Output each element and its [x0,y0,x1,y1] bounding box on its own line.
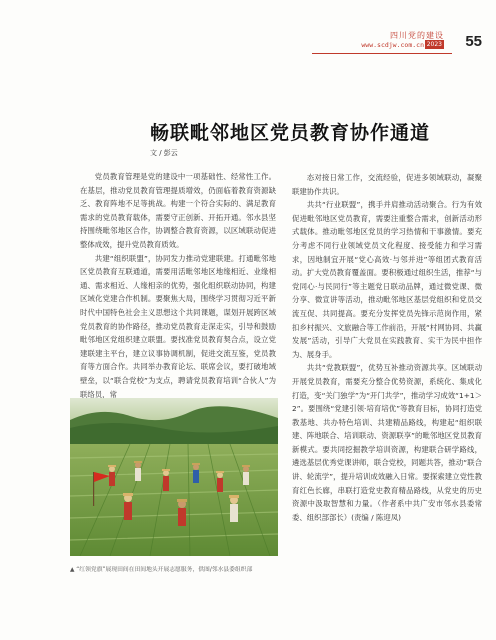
article-title: 畅联毗邻地区党员教育协作通道 [150,122,431,144]
header-rule [312,53,452,54]
photo-caption: ▲ “红领党旗”展现田间在田间地头开展志愿服务，供图/邻水县委组织部 [70,567,253,573]
article-paragraph: 党员教育管理是党的建设中一项基础性、经常性工作。在基层，推动党员教育管理提质增效，仍面临着教育资源缺乏、教育阵地不足等挑战。构建一个符合实际的、满足教育需求的党员教育载体，需要守正创新、开拓开通。邻水县坚持围绕毗邻地区合作，协调整合教育资源，以区域联动促进整体成效，提升党员教育质效。 [80,172,276,249]
article-paragraph: 共建“组织联盟”，协同发力推动党建联建。打通毗邻地区党员教育互联通道，需要用活毗邻地区地缘相近、业缘相通、需求相近、人缘相亲的优势，强化组织联动协同，构建区域化党建合作机制。要聚焦大局，围绕学习贯彻习近平新时代中国特色社会主义思想这个共同课题，谋划开展跨区域党员教育的协作路径，推动党员教育走深走实，引导和鼓励毗邻地区党组织建立联盟。要找准党员教育契合点，设立党建联建主平台，建立议事协调机制，促进交流互鉴，党员教育等方面合作。共同举办教育论坛、联席会议，要打破地域壁垒，以“联合党校”为支点，聘请党员教育培训“合伙人”为联络员，常 [80,253,276,399]
right-column [292,171,482,524]
magazine-name: 四川党的建设 [390,31,444,40]
issue-year: 2023 [426,41,442,48]
page-header [312,30,482,54]
magazine-url[interactable]: www.scdjw.com.cn [361,41,424,49]
article-paragraph: 共共“行业联盟”，携手并肩推动活动聚合。行为有效促进毗邻地区党员教育，需要注重整合需求，创新活动形式载体。推动毗邻地区党员的学习热情和干事激情。要充分考虑不同行业领域党员文化程度、接受能力和学习需求，因地制宜开展“党心高效·与邻并进”等组团式教育活动。扩大党员教育覆盖面。要积极通过组织生活，推荐“与党同心·与民同行”等主题党日联动品牌，通过微党课、微分享、微宣讲等活动，推动毗邻地区基层党组织和党员交流互促、共同提高。要充分发挥党员先锋示范岗作用，紧扣乡村振兴、文旅融合等工作前沿，开展“村网协同、共赢发展”活动，引导广大党员在实践教育、实干为民中担作为、展身手。 [292,200,482,359]
left-column [80,170,276,401]
rice-field-volunteers-image [70,398,278,556]
article-photo [70,398,278,556]
article-paragraph: 共共“党教联盟”，优势互补推动资源共享。区域联动开展党员教育，需要充分整合优势资源，系统化、集成化打造，变“关门独学”为“开门共学”，推动学习成效“1+1＞2”。要围绕“党建引领·培育培优”等教育目标，协同打造党教基地、共办特色培训、共建精品路线，构建起“组织联建、阵地联合、培训联动、资源联享”的毗邻地区党员教育新模式。要共同挖掘教学培训资源，构建联合研学路线，遴选基层优秀党课讲师，联合党校，同题共答，推动“联合讲、轮流学”，提升培训成效融入日常。要探索建立党性教育红色长廊，串联打造党史教育精品路线，从党史的历史资源中汲取智慧和力量。（作者系中共广安市邻水县委常委、组织部部长）(责编 / 陈迎凤) [292,363,482,522]
article-author: 文 / 彭云 [150,149,178,157]
page-number: 55 [465,33,482,50]
article-paragraph: 态对接日常工作，交流经验，促进多领域联动，凝聚联建协作共识。 [292,173,482,196]
